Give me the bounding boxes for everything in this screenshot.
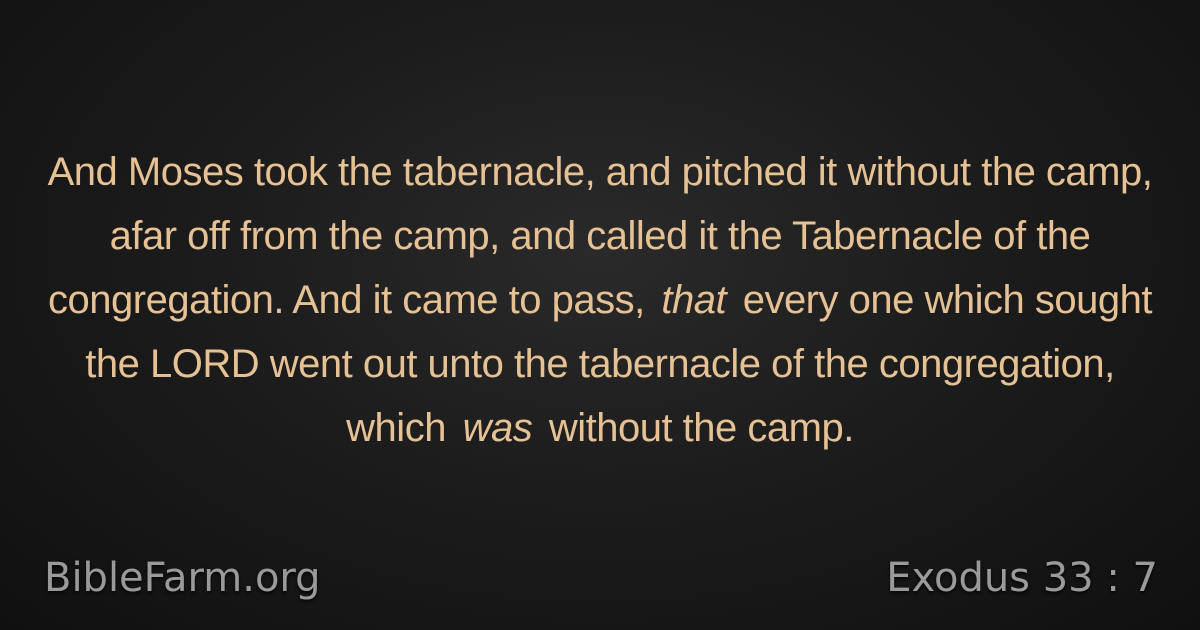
verse-text bbox=[40, 140, 1160, 460]
site-watermark: BibleFarm.org bbox=[44, 555, 321, 601]
verse-part-3: without the camp. bbox=[538, 406, 854, 450]
verse-reference: Exodus 33 : 7 bbox=[886, 555, 1158, 601]
verse-italic-was: was bbox=[462, 406, 533, 450]
verse-italic-that: that bbox=[661, 278, 727, 322]
verse-part-2: every one which sought the LORD went out unto the tabernacle of the congregation, which bbox=[85, 278, 1152, 450]
verse-part-1: And Moses took the tabernacle, and pitched it without the camp, afar off from the camp, and called it the Tabernacle of the congregation. And it came to pass, bbox=[47, 150, 1153, 322]
